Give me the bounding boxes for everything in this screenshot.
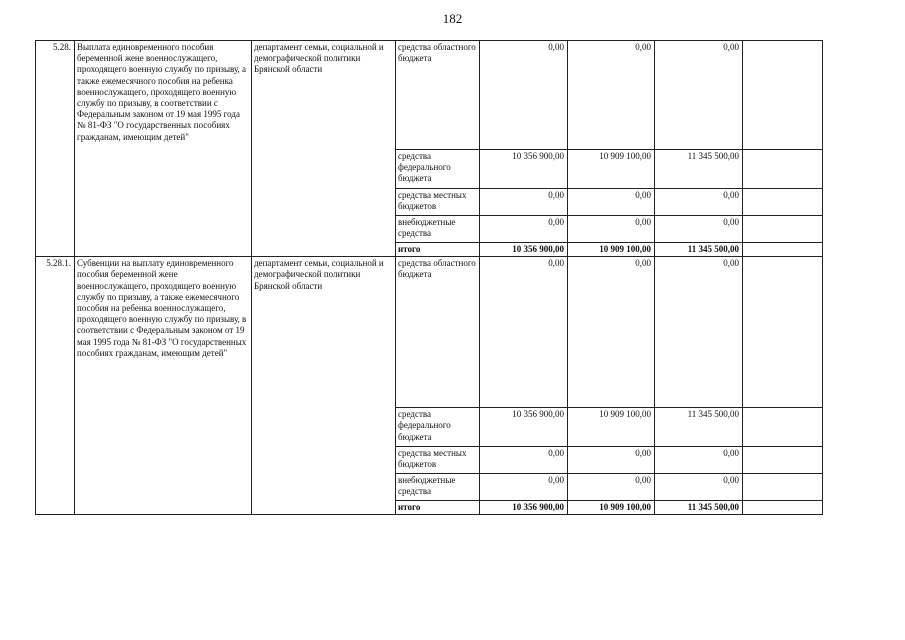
value-year-1: 0,00 bbox=[480, 189, 568, 216]
budget-table bbox=[35, 40, 823, 515]
item-description: Выплата единовременного пособия беременной жене военнослужащего, проходящего военную службу по призыву, а также ежемесячного пособия на ребенка военнослужащего, проходящего военную службу по призыву, в соответствии с Федеральным законом от 19 мая 1995 года № 81-ФЗ "О государственных пособиях гражданам, имеющим детей" bbox=[75, 41, 252, 257]
value-year-2: 10 909 100,00 bbox=[568, 243, 655, 257]
value-year-3: 11 345 500,00 bbox=[655, 501, 743, 515]
item-executor: департамент семьи, социальной и демографической политики Брянской области bbox=[252, 257, 396, 515]
value-year-2: 0,00 bbox=[568, 447, 655, 474]
value-year-1: 10 356 900,00 bbox=[480, 150, 568, 189]
value-year-2: 10 909 100,00 bbox=[568, 501, 655, 515]
value-year-1: 0,00 bbox=[480, 447, 568, 474]
table-row bbox=[36, 41, 823, 150]
value-year-1: 10 356 900,00 bbox=[480, 408, 568, 447]
table-row bbox=[36, 257, 823, 408]
source-name: итого bbox=[396, 243, 480, 257]
empty-cell bbox=[743, 257, 823, 408]
empty-cell bbox=[743, 189, 823, 216]
source-name: средства федерального бюджета bbox=[396, 150, 480, 189]
value-year-1: 0,00 bbox=[480, 41, 568, 150]
empty-cell bbox=[743, 474, 823, 501]
value-year-2: 0,00 bbox=[568, 257, 655, 408]
value-year-3: 0,00 bbox=[655, 257, 743, 408]
value-year-2: 0,00 bbox=[568, 41, 655, 150]
value-year-1: 0,00 bbox=[480, 216, 568, 243]
value-year-2: 10 909 100,00 bbox=[568, 150, 655, 189]
empty-cell bbox=[743, 501, 823, 515]
empty-cell bbox=[743, 243, 823, 257]
page-number: 182 bbox=[442, 11, 463, 26]
value-year-1: 0,00 bbox=[480, 474, 568, 501]
source-name: средства областного бюджета bbox=[396, 257, 480, 408]
source-name: средства федерального бюджета bbox=[396, 408, 480, 447]
value-year-2: 10 909 100,00 bbox=[568, 408, 655, 447]
empty-cell bbox=[743, 447, 823, 474]
source-name: средства местных бюджетов bbox=[396, 447, 480, 474]
empty-cell bbox=[743, 41, 823, 150]
source-name: средства местных бюджетов bbox=[396, 189, 480, 216]
source-name: итого bbox=[396, 501, 480, 515]
item-description: Субвенции на выплату единовременного пособия беременной жене военнослужащего, проходящего военную службу по призыву, а также ежемесячного пособия на ребенка военнослужащего, проходящего военную службу по призыву, в соответствии с Федеральным законом от 19 мая 1995 года № 81-ФЗ "О государственных пособиях гражданам, имеющим детей" bbox=[75, 257, 252, 515]
value-year-1: 0,00 bbox=[480, 257, 568, 408]
source-name: внебюджетные средства bbox=[396, 474, 480, 501]
value-year-1: 10 356 900,00 bbox=[480, 501, 568, 515]
empty-cell bbox=[743, 408, 823, 447]
empty-cell bbox=[743, 216, 823, 243]
item-executor: департамент семьи, социальной и демографической политики Брянской области bbox=[252, 41, 396, 257]
value-year-3: 0,00 bbox=[655, 41, 743, 150]
value-year-3: 0,00 bbox=[655, 189, 743, 216]
empty-cell bbox=[743, 150, 823, 189]
value-year-1: 10 356 900,00 bbox=[480, 243, 568, 257]
value-year-3: 11 345 500,00 bbox=[655, 150, 743, 189]
value-year-3: 0,00 bbox=[655, 447, 743, 474]
value-year-2: 0,00 bbox=[568, 189, 655, 216]
value-year-2: 0,00 bbox=[568, 216, 655, 243]
value-year-3: 11 345 500,00 bbox=[655, 408, 743, 447]
source-name: средства областного бюджета bbox=[396, 41, 480, 150]
value-year-3: 11 345 500,00 bbox=[655, 243, 743, 257]
item-code: 5.28. bbox=[36, 41, 75, 257]
value-year-2: 0,00 bbox=[568, 474, 655, 501]
value-year-3: 0,00 bbox=[655, 216, 743, 243]
value-year-3: 0,00 bbox=[655, 474, 743, 501]
source-name: внебюджетные средства bbox=[396, 216, 480, 243]
item-code: 5.28.1. bbox=[36, 257, 75, 515]
